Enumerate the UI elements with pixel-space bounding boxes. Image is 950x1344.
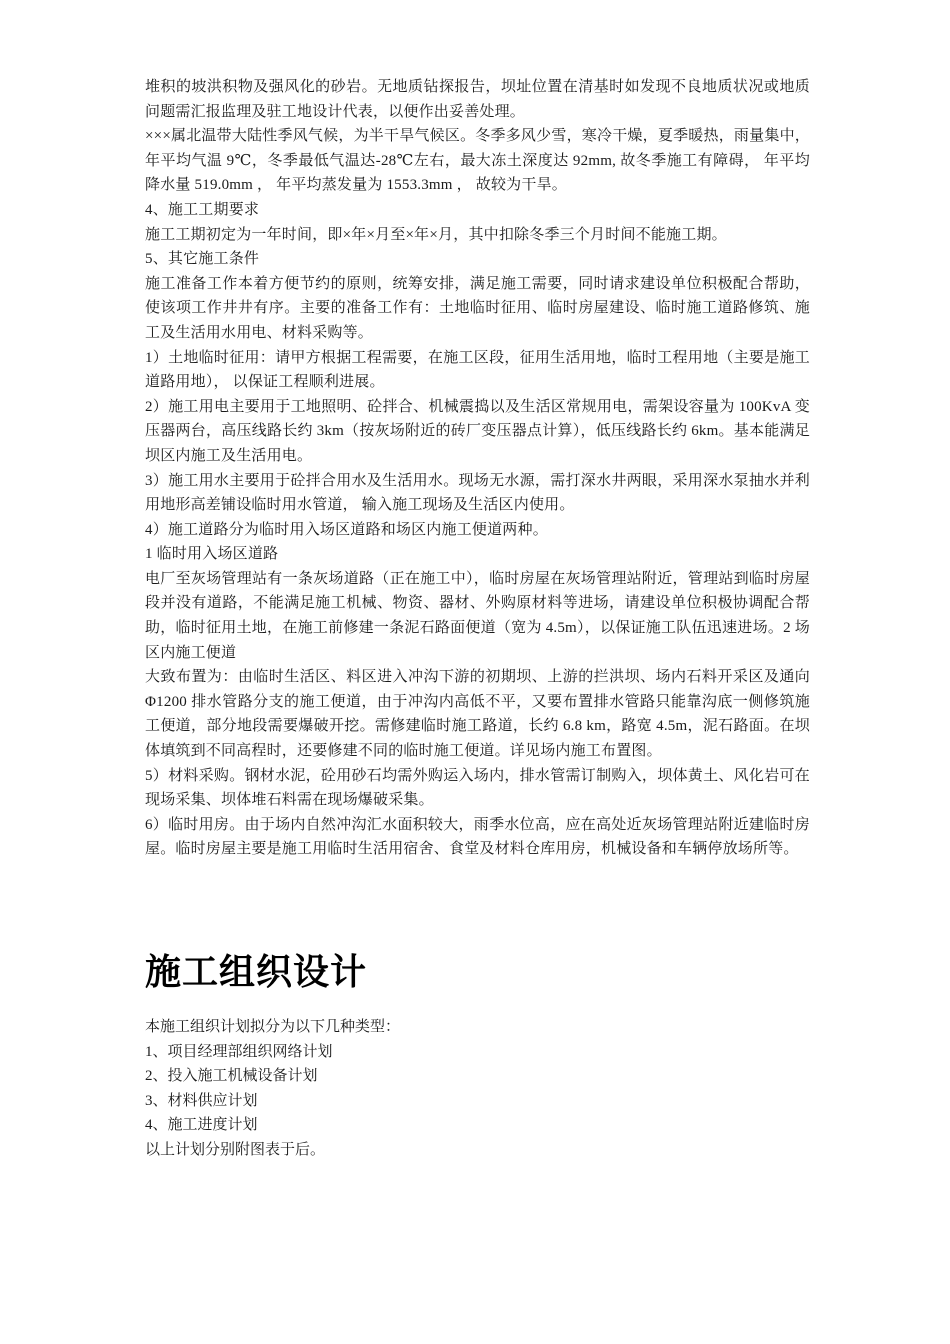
paragraph-site-roads: 大致布置为：由临时生活区、料区进入冲沟下游的初期坝、上游的拦洪坝、场内石料开采区及通向 Φ1200 排水管路分支的施工便道，由于冲沟内高低不平，又要布置排水管路只能靠沟底一侧修筑施工便道，部分地段需要爆破开挖。需修建临时施工路道，长约 6.8 km，路宽 4.5m，泥石路面。在坝体填筑到不同高程时，还要修建不同的临时施工便道。详见场内施工布置图。 [145,669,810,760]
paragraph-climate: ×××属北温带大陆性季风气候，为半干旱气候区。冬季多风少雪，寒冷干燥，夏季暖热，雨量集中，年平均气温 9℃，冬季最低气温达-28℃左右，最大冻土深度达 92mm, 故冬季施工有障碍， 年平均降水量 519.0mm ， 年平均蒸发量为 1553.3mm ， 故较为干旱。 [145,128,810,194]
plan-item: 3、材料供应计划 [145,1092,258,1109]
body-text [145,75,810,862]
paragraph-access-road: 电厂至灰场管理站有一条灰场道路（正在施工中），临时房屋在灰场管理站附近，管理站到临时房屋段并没有道路，不能满足施工机械、物资、器材、外购原材料等进场，请建设单位积极协调配合帮助，临时征用土地，在施工前修建一条泥石路面便道（宽为 4.5m），以保证施工队伍迅速进场。2 场区内施工便道 [145,570,810,661]
paragraph-water: 3）施工用水主要用于砼拌合用水及生活用水。现场无水源，需打深水井两眼，采用深水泵抽水并利用地形高差铺设临时用水管道， 输入施工现场及生活区内使用。 [145,472,810,514]
paragraph-temporary-housing: 6）临时用房。由于场内自然冲沟汇水面积较大，雨季水位高，应在高处近灰场管理站附近建临时房屋。临时房屋主要是施工用临时生活用宿舍、食堂及材料仓库用房，机械设备和车辆停放场所等。 [145,816,810,858]
subheading-access-road: 1 临时用入场区道路 [145,546,279,563]
subheading-schedule: 4、施工工期要求 [145,201,260,218]
paragraph-power: 2）施工用电主要用于工地照明、砼拌合、机械震捣以及生活区常规用电，需架设容量为 100KvA 变压器两台，高压线路长约 3km（按灰场附近的砖厂变压器点计算），低压线路长约 6km。基本能满足坝区内施工及生活用电。 [145,398,810,464]
plan-closing: 以上计划分别附图表于后。 [145,1141,326,1158]
paragraph-roads: 4）施工道路分为临时用入场区道路和场区内施工便道两种。 [145,521,548,538]
section-heading: 施工组织设计 [145,951,368,993]
paragraph-geology: 堆积的坡洪积物及强风化的砂岩。无地质钻探报告，坝址位置在清基时如发现不良地质状况或地质问题需汇报监理及驻工地设计代表，以便作出妥善处理。 [145,79,810,120]
paragraph-schedule: 施工工期初定为一年时间，即×年×月至×年×月，其中扣除冬季三个月时间不能施工期。 [145,226,727,243]
plan-item: 2、投入施工机械设备计划 [145,1068,318,1085]
plan-intro: 本施工组织计划拟分为以下几种类型： [145,1019,401,1035]
subheading-other-conditions: 5、其它施工条件 [145,251,260,268]
paragraph-preparation: 施工准备工作本着方便节约的原则，统筹安排，满足施工需要，同时请求建设单位积极配合帮助，使该项工作井井有序。主要的准备工作有：土地临时征用、临时房屋建设、临时施工道路修筑、施工及生活用水用电、材料采购等。 [145,275,810,341]
paragraph-materials: 5）材料采购。钢材水泥，砼用砂石均需外购运入场内，排水管需订制购入，坝体黄土、风化岩可在现场采集、坝体堆石料需在现场爆破采集。 [145,767,810,809]
paragraph-land-use: 1）土地临时征用：请甲方根据工程需要，在施工区段，征用生活用地，临时工程用地（主要是施工道路用地）， 以保证工程顺利进展。 [145,349,810,391]
plan-item: 1、项目经理部组织网络计划 [145,1043,333,1060]
plan-item: 4、施工进度计划 [145,1117,258,1134]
plan-list [145,1015,810,1163]
